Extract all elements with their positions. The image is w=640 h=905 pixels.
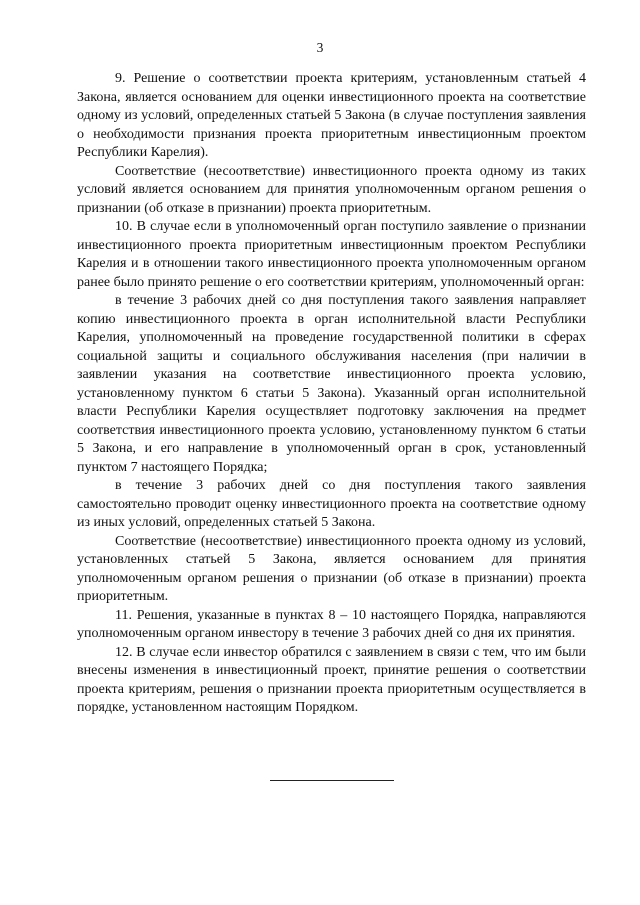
paragraph-10-item-2: в течение 3 рабочих дней со дня поступления такого заявления самостоятельно проводит оценку инвестиционного проекта на соответствие одному из иных условий, определенных статьей 5 Закона. [77, 478, 586, 530]
page-number: 3 [316, 40, 324, 55]
paragraph-9-continuation: Соответствие (несоответствие) инвестиционного проекта одному из таких условий является основанием для принятия уполномоченным органом решения о признании (об отказе в признании) проекта приоритетным. [77, 163, 586, 216]
paragraph-10-continuation: Соответствие (несоответствие) инвестиционного проекта одному из условий, установленных статьей 5 Закона, является основанием для принятия уполномоченным органом решения о признании (об отказе в признании) проекта приоритетным. [77, 533, 586, 604]
paragraph-10-item-1: в течение 3 рабочих дней со дня поступления такого заявления направляет копию инвестиционного проекта в орган исполнительной власти Республики Карелия, уполномоченный на проведение государственной политики в сферах социальной защиты и социального обслуживания населения (при наличии в заявлении указания на соответствие инвестиционного проекта условию, установленному пунктом 6 статьи 5 Закона). Указанный орган исполнительной власти Республики Карелия осуществляет подготовку заключения на предмет соответствия инвестиционного проекта условию, установленному пунктом 6 статьи 5 Закона, и его направление в уполномоченный орган в срок, установленный пунктом 7 настоящего Порядка; [77, 293, 586, 475]
paragraph-12: 12. В случае если инвестор обратился с заявлением в связи с тем, что им были внесены изменения в инвестиционный проект, принятие решения о соответствии проекта критериям, решения о признании проекта приоритетным осуществляется в порядке, установленном настоящим Порядком. [77, 644, 586, 715]
paragraph-9: 9. Решение о соответствии проекта критериям, установленным статьей 4 Закона, является основанием для оценки инвестиционного проекта на соответствие одному из условий, определенных статьей 5 Закона (в случае поступления заявления о необходимости признания проекта приоритетным инвестиционным проектом Республики Карелия). [77, 71, 586, 160]
document-body [77, 70, 586, 718]
paragraph-10: 10. В случае если в уполномоченный орган поступило заявление о признании инвестиционного проекта приоритетным инвестиционным проектом Республики Карелия и в отношении такого инвестиционного проекта уполномоченным органом ранее было принято решение о его соответствии критериям, уполномоченный орган: [77, 219, 586, 290]
end-divider [270, 780, 394, 781]
paragraph-11: 11. Решения, указанные в пунктах 8 – 10 настоящего Порядка, направляются уполномоченным органом инвестору в течение 3 рабочих дней со дня их принятия. [77, 607, 586, 641]
